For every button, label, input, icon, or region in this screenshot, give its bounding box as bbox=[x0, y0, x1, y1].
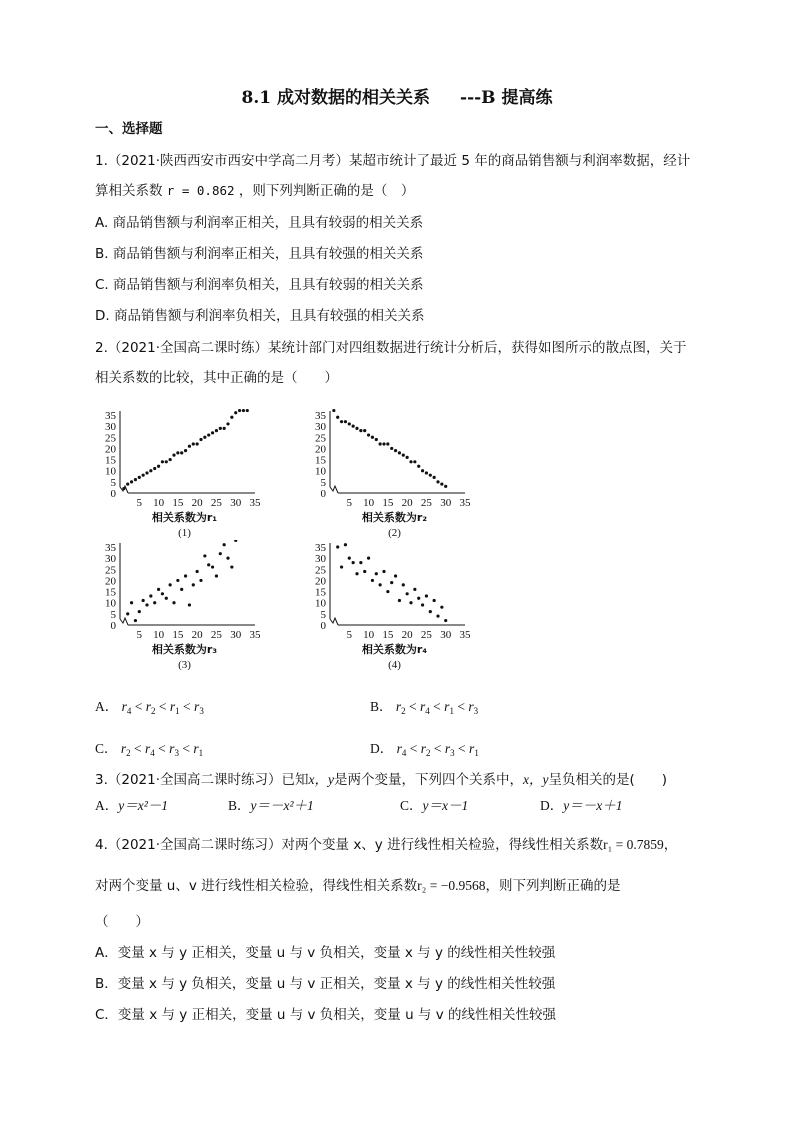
data-point bbox=[367, 433, 370, 436]
data-point bbox=[226, 422, 229, 425]
opt-label: B． bbox=[228, 798, 251, 813]
r-sub: 2 bbox=[426, 748, 431, 758]
q1-line2 bbox=[95, 182, 414, 200]
opt-label: C． bbox=[400, 798, 423, 813]
data-point bbox=[398, 599, 401, 602]
q1-option-c: C. 商品销售额与利润率负相关，且具有较弱的相关关系 bbox=[95, 277, 424, 293]
data-point bbox=[394, 449, 397, 452]
y-tick-label: 35 bbox=[315, 542, 326, 554]
q4-r1: r₁ = 0.7859， bbox=[603, 837, 678, 852]
data-point bbox=[184, 574, 187, 577]
data-point bbox=[390, 447, 393, 450]
data-point bbox=[386, 442, 389, 445]
q2-option-b: B． $r_2 < r_4 < r_1 < r_3$ bbox=[370, 699, 479, 716]
q3-line1 bbox=[95, 771, 667, 789]
q3-expr: y＝－x²＋1 bbox=[250, 798, 314, 813]
chart-caption: 相关系数为r₃ bbox=[151, 643, 218, 656]
data-point bbox=[444, 619, 447, 622]
data-point bbox=[402, 454, 405, 457]
data-point bbox=[169, 458, 172, 461]
title-main: 8.1 成对数据的相关关系 bbox=[241, 88, 431, 108]
opt-label: C． bbox=[95, 741, 118, 756]
scatter-plot-2 bbox=[305, 408, 505, 548]
data-point bbox=[126, 482, 129, 485]
data-point bbox=[145, 471, 148, 474]
data-point bbox=[344, 543, 347, 546]
y-tick-label: 25 bbox=[105, 432, 116, 445]
axis-break bbox=[330, 618, 338, 625]
data-point bbox=[215, 574, 218, 577]
data-point bbox=[409, 601, 412, 604]
data-point bbox=[409, 460, 412, 463]
r-sub: 2 bbox=[151, 706, 156, 716]
data-point bbox=[429, 610, 432, 613]
data-point bbox=[390, 581, 393, 584]
x-tick-label: 25 bbox=[420, 497, 432, 509]
q2-line1: 2.（2021·全国高二课时练）某统计部门对四组数据进行统计分析后，获得如图所示的散点图，关于 bbox=[95, 340, 687, 356]
y-tick-label: 35 bbox=[105, 542, 116, 554]
data-point bbox=[436, 614, 439, 617]
q4-line1 bbox=[95, 836, 677, 854]
data-point bbox=[169, 583, 172, 586]
data-point bbox=[413, 588, 416, 591]
data-point bbox=[371, 436, 374, 439]
axis-break bbox=[330, 486, 338, 493]
x-tick-label: 35 bbox=[249, 497, 261, 509]
data-point bbox=[230, 565, 233, 568]
data-point bbox=[359, 561, 362, 564]
x-tick-label: 15 bbox=[382, 497, 394, 509]
q1-option-a: A. 商品销售额与利润率正相关，且具有较弱的相关关系 bbox=[95, 215, 424, 231]
y-tick-label: 15 bbox=[315, 454, 326, 467]
q2-option-c: C． $r_2 < r_4 < r_3 < r_1$ bbox=[95, 741, 204, 758]
data-point bbox=[444, 485, 447, 488]
data-point bbox=[359, 429, 362, 432]
scatter-plot-1 bbox=[95, 408, 295, 548]
scatter-plot-3 bbox=[95, 540, 295, 675]
data-point bbox=[242, 409, 245, 412]
data-point bbox=[367, 557, 370, 560]
data-point bbox=[436, 480, 439, 483]
q4-line3: （ ） bbox=[95, 914, 149, 930]
data-point bbox=[196, 570, 199, 573]
opt-label: D． bbox=[540, 798, 564, 813]
data-point bbox=[355, 427, 358, 430]
q4-line2 bbox=[95, 877, 620, 895]
y-tick-label: 0 bbox=[110, 620, 116, 632]
data-point bbox=[413, 460, 416, 463]
y-tick-label: 10 bbox=[315, 597, 326, 610]
q3-expr: y＝－x＋1 bbox=[563, 798, 623, 813]
page-title bbox=[0, 83, 794, 108]
y-tick-label: 25 bbox=[105, 564, 116, 577]
x-tick-label: 15 bbox=[172, 497, 184, 509]
x-tick-label: 10 bbox=[153, 497, 165, 509]
y-tick-label: 5 bbox=[320, 608, 326, 621]
x-tick-label: 20 bbox=[401, 629, 413, 641]
data-point bbox=[196, 442, 199, 445]
q3-option-d bbox=[540, 797, 622, 815]
data-point bbox=[382, 570, 385, 573]
data-point bbox=[180, 588, 183, 591]
y-tick-label: 20 bbox=[315, 575, 326, 588]
q3-expr: y＝x－1 bbox=[422, 798, 469, 813]
data-point bbox=[153, 601, 156, 604]
r-sub: 3 bbox=[174, 748, 179, 758]
data-point bbox=[429, 474, 432, 477]
data-point bbox=[180, 451, 183, 454]
data-point bbox=[211, 565, 214, 568]
x-tick-label: 10 bbox=[153, 629, 165, 641]
data-point bbox=[348, 422, 351, 425]
y-tick-label: 20 bbox=[315, 443, 326, 456]
panel-label: (4) bbox=[388, 659, 401, 671]
r-sub: 1 bbox=[474, 748, 479, 758]
x-tick-label: 30 bbox=[440, 497, 452, 509]
data-point bbox=[433, 476, 436, 479]
x-tick-label: 30 bbox=[440, 629, 452, 641]
y-tick-label: 30 bbox=[105, 421, 116, 434]
y-tick-label: 30 bbox=[105, 553, 116, 566]
data-point bbox=[165, 597, 168, 600]
data-point bbox=[421, 469, 424, 472]
data-point bbox=[375, 438, 378, 441]
data-point bbox=[142, 599, 145, 602]
data-point bbox=[332, 409, 335, 412]
data-point bbox=[394, 574, 397, 577]
data-point bbox=[157, 588, 160, 591]
y-tick-label: 30 bbox=[315, 553, 326, 566]
x-tick-label: 25 bbox=[420, 629, 432, 641]
x-tick-label: 5 bbox=[346, 629, 353, 641]
data-point bbox=[386, 590, 389, 593]
x-tick-label: 5 bbox=[136, 497, 143, 509]
data-point bbox=[122, 487, 125, 490]
y-tick-label: 15 bbox=[315, 586, 326, 599]
x-tick-label: 15 bbox=[382, 629, 394, 641]
r-sub: 4 bbox=[150, 748, 155, 758]
data-point bbox=[352, 561, 355, 564]
panel-label: (2) bbox=[388, 527, 401, 539]
data-point bbox=[406, 592, 409, 595]
data-point bbox=[134, 478, 137, 481]
data-point bbox=[134, 619, 137, 622]
q4-option-c: C．变量 x 与 y 正相关，变量 u 与 v 负相关，变量 u 与 v 的线性相关性较强 bbox=[95, 1007, 556, 1023]
data-point bbox=[406, 456, 409, 459]
data-point bbox=[161, 460, 164, 463]
q3-mid: 是两个变量，下列四个关系中， bbox=[334, 772, 524, 788]
panel-label: (3) bbox=[178, 659, 191, 671]
data-point bbox=[199, 438, 202, 441]
r-sub: 2 bbox=[126, 748, 131, 758]
data-point bbox=[223, 543, 226, 546]
data-point bbox=[215, 429, 218, 432]
chart-caption: 相关系数为r₂ bbox=[361, 511, 428, 524]
data-point bbox=[188, 445, 191, 448]
data-point bbox=[425, 594, 428, 597]
x-tick-label: 5 bbox=[136, 629, 143, 641]
data-point bbox=[433, 599, 436, 602]
data-point bbox=[336, 545, 339, 548]
data-point bbox=[363, 429, 366, 432]
y-tick-label: 15 bbox=[105, 586, 116, 599]
x-tick-label: 20 bbox=[191, 497, 203, 509]
y-tick-label: 35 bbox=[315, 410, 326, 422]
y-tick-label: 30 bbox=[315, 421, 326, 434]
q4-line1-text: 4.（2021·全国高二课时练习）对两个变量 x、y 进行线性相关检验，得线性相关系数 bbox=[95, 837, 604, 853]
q2-option-a: A． $r_4 < r_2 < r_1 < r_3$ bbox=[95, 699, 204, 716]
data-point bbox=[188, 603, 191, 606]
x-tick-label: 35 bbox=[459, 497, 471, 509]
q1-line2-text: 算相关系数 bbox=[95, 183, 163, 199]
r-sub: 3 bbox=[450, 748, 455, 758]
r-sub: 1 bbox=[198, 748, 204, 758]
data-point bbox=[149, 594, 152, 597]
data-point bbox=[425, 471, 428, 474]
data-point bbox=[203, 554, 206, 557]
q3-vars-2: x，y bbox=[523, 772, 549, 787]
data-point bbox=[207, 563, 210, 566]
data-point bbox=[130, 480, 133, 483]
title-sub: ---B 提高练 bbox=[460, 88, 553, 108]
data-point bbox=[417, 465, 420, 468]
data-point bbox=[203, 436, 206, 439]
data-point bbox=[130, 601, 133, 604]
data-point bbox=[207, 433, 210, 436]
data-point bbox=[176, 451, 179, 454]
opt-label: A． bbox=[95, 798, 119, 813]
data-point bbox=[417, 597, 420, 600]
chart-caption: 相关系数为r₄ bbox=[361, 643, 428, 656]
q1-option-b: B. 商品销售额与利润率正相关，且具有较强的相关关系 bbox=[95, 246, 424, 262]
y-tick-label: 25 bbox=[315, 432, 326, 445]
data-point bbox=[336, 416, 339, 419]
panel-label: (1) bbox=[178, 527, 191, 539]
q1-formula: r = 0.862 bbox=[166, 183, 235, 198]
data-point bbox=[199, 579, 202, 582]
x-tick-label: 35 bbox=[459, 629, 471, 641]
y-tick-label: 0 bbox=[320, 488, 326, 500]
data-point bbox=[142, 474, 145, 477]
y-tick-label: 25 bbox=[315, 564, 326, 577]
y-tick-label: 20 bbox=[105, 443, 116, 456]
r-sub: 3 bbox=[199, 706, 204, 716]
x-tick-label: 20 bbox=[401, 497, 413, 509]
r-sub: 1 bbox=[449, 706, 454, 716]
data-point bbox=[138, 610, 141, 613]
data-point bbox=[379, 442, 382, 445]
x-tick-label: 25 bbox=[210, 629, 222, 641]
q3-option-b bbox=[228, 797, 314, 815]
y-tick-label: 15 bbox=[105, 454, 116, 467]
data-point bbox=[352, 425, 355, 428]
q3-vars: x，y bbox=[308, 772, 335, 787]
q4-r2: r₂ = −0.9568，则下列判断正确的是 bbox=[417, 878, 621, 893]
data-point bbox=[149, 469, 152, 472]
opt-label: A． bbox=[95, 699, 119, 714]
q3-option-a bbox=[95, 797, 168, 815]
data-point bbox=[230, 416, 233, 419]
data-point bbox=[234, 411, 237, 414]
data-point bbox=[172, 454, 175, 457]
r-sub: 1 bbox=[175, 706, 180, 716]
data-point bbox=[161, 592, 164, 595]
data-point bbox=[246, 409, 249, 412]
data-point bbox=[340, 420, 343, 423]
r-sub: 2 bbox=[401, 706, 406, 716]
y-tick-label: 0 bbox=[320, 620, 326, 632]
r-sub: 4 bbox=[401, 748, 407, 758]
data-point bbox=[379, 583, 382, 586]
data-point bbox=[211, 431, 214, 434]
data-point bbox=[219, 552, 222, 555]
q3-suffix: 呈负相关的是( ) bbox=[548, 772, 668, 788]
data-point bbox=[192, 583, 195, 586]
opt-label: B． bbox=[370, 699, 393, 714]
y-tick-label: 10 bbox=[105, 597, 116, 610]
data-point bbox=[440, 482, 443, 485]
y-tick-label: 0 bbox=[110, 488, 116, 500]
data-point bbox=[238, 409, 241, 412]
q1-line2-tail: ，则下列判断正确的是（ ） bbox=[238, 183, 415, 199]
y-tick-label: 5 bbox=[110, 608, 116, 621]
chart-caption: 相关系数为r₁ bbox=[151, 511, 218, 524]
data-point bbox=[226, 557, 229, 560]
r-sub: 4 bbox=[126, 706, 132, 716]
r-sub: 3 bbox=[473, 706, 479, 716]
data-point bbox=[234, 540, 237, 542]
q4-option-a: A．变量 x 与 y 正相关，变量 u 与 v 负相关，变量 x 与 y 的线性相关性较强 bbox=[95, 945, 556, 961]
x-tick-label: 30 bbox=[230, 629, 242, 641]
q4-option-b: B．变量 x 与 y 负相关，变量 u 与 v 正相关，变量 x 与 y 的线性相关性较强 bbox=[95, 976, 556, 992]
data-point bbox=[371, 579, 374, 582]
data-point bbox=[355, 572, 358, 575]
y-tick-label: 10 bbox=[315, 465, 326, 478]
opt-label: D． bbox=[370, 741, 394, 756]
data-point bbox=[340, 565, 343, 568]
data-point bbox=[192, 442, 195, 445]
x-tick-label: 30 bbox=[230, 497, 242, 509]
y-tick-label: 10 bbox=[105, 465, 116, 478]
q2-line2: 相关系数的比较，其中正确的是（ ） bbox=[95, 370, 338, 386]
data-point bbox=[375, 572, 378, 575]
data-point bbox=[138, 476, 141, 479]
r-sub: 4 bbox=[425, 706, 430, 716]
q3-expr: y＝x²－1 bbox=[118, 798, 169, 813]
x-tick-label: 5 bbox=[346, 497, 353, 509]
section-heading: 一、选择题 bbox=[95, 121, 163, 137]
q3-prefix: 3.（2021·全国高二课时练习）已知 bbox=[95, 772, 309, 788]
q2-option-d: D． $r_4 < r_2 < r_3 < r_1$ bbox=[370, 741, 479, 758]
scatter-plot-4 bbox=[305, 540, 505, 675]
q1-option-d: D. 商品销售额与利润率负相关，且具有较强的相关关系 bbox=[95, 308, 425, 324]
data-point bbox=[363, 570, 366, 573]
data-point bbox=[126, 612, 129, 615]
data-point bbox=[184, 449, 187, 452]
x-tick-label: 15 bbox=[172, 629, 184, 641]
y-tick-label: 35 bbox=[105, 410, 116, 422]
data-point bbox=[157, 465, 160, 468]
x-tick-label: 10 bbox=[363, 629, 375, 641]
data-point bbox=[172, 601, 175, 604]
data-point bbox=[348, 557, 351, 560]
x-tick-label: 10 bbox=[363, 497, 375, 509]
data-point bbox=[398, 451, 401, 454]
q1-line1: 1.（2021·陕西西安市西安中学高二月考）某超市统计了最近 5 年的商品销售额与利润率数据，经计 bbox=[95, 153, 691, 169]
data-point bbox=[219, 427, 222, 430]
q4-line2-text: 对两个变量 u、v 进行线性相关检验，得线性相关系数 bbox=[95, 878, 418, 894]
y-tick-label: 20 bbox=[105, 575, 116, 588]
y-tick-label: 5 bbox=[110, 476, 116, 489]
axis-break bbox=[120, 618, 128, 625]
x-tick-label: 20 bbox=[191, 629, 203, 641]
data-point bbox=[402, 583, 405, 586]
x-tick-label: 25 bbox=[210, 497, 222, 509]
data-point bbox=[223, 427, 226, 430]
data-point bbox=[145, 603, 148, 606]
y-tick-label: 5 bbox=[320, 476, 326, 489]
data-point bbox=[421, 603, 424, 606]
data-point bbox=[176, 579, 179, 582]
data-point bbox=[165, 460, 168, 463]
data-point bbox=[344, 420, 347, 423]
data-point bbox=[153, 467, 156, 470]
q3-option-c bbox=[400, 797, 468, 815]
x-tick-label: 35 bbox=[249, 629, 261, 641]
data-point bbox=[382, 442, 385, 445]
data-point bbox=[440, 606, 443, 609]
